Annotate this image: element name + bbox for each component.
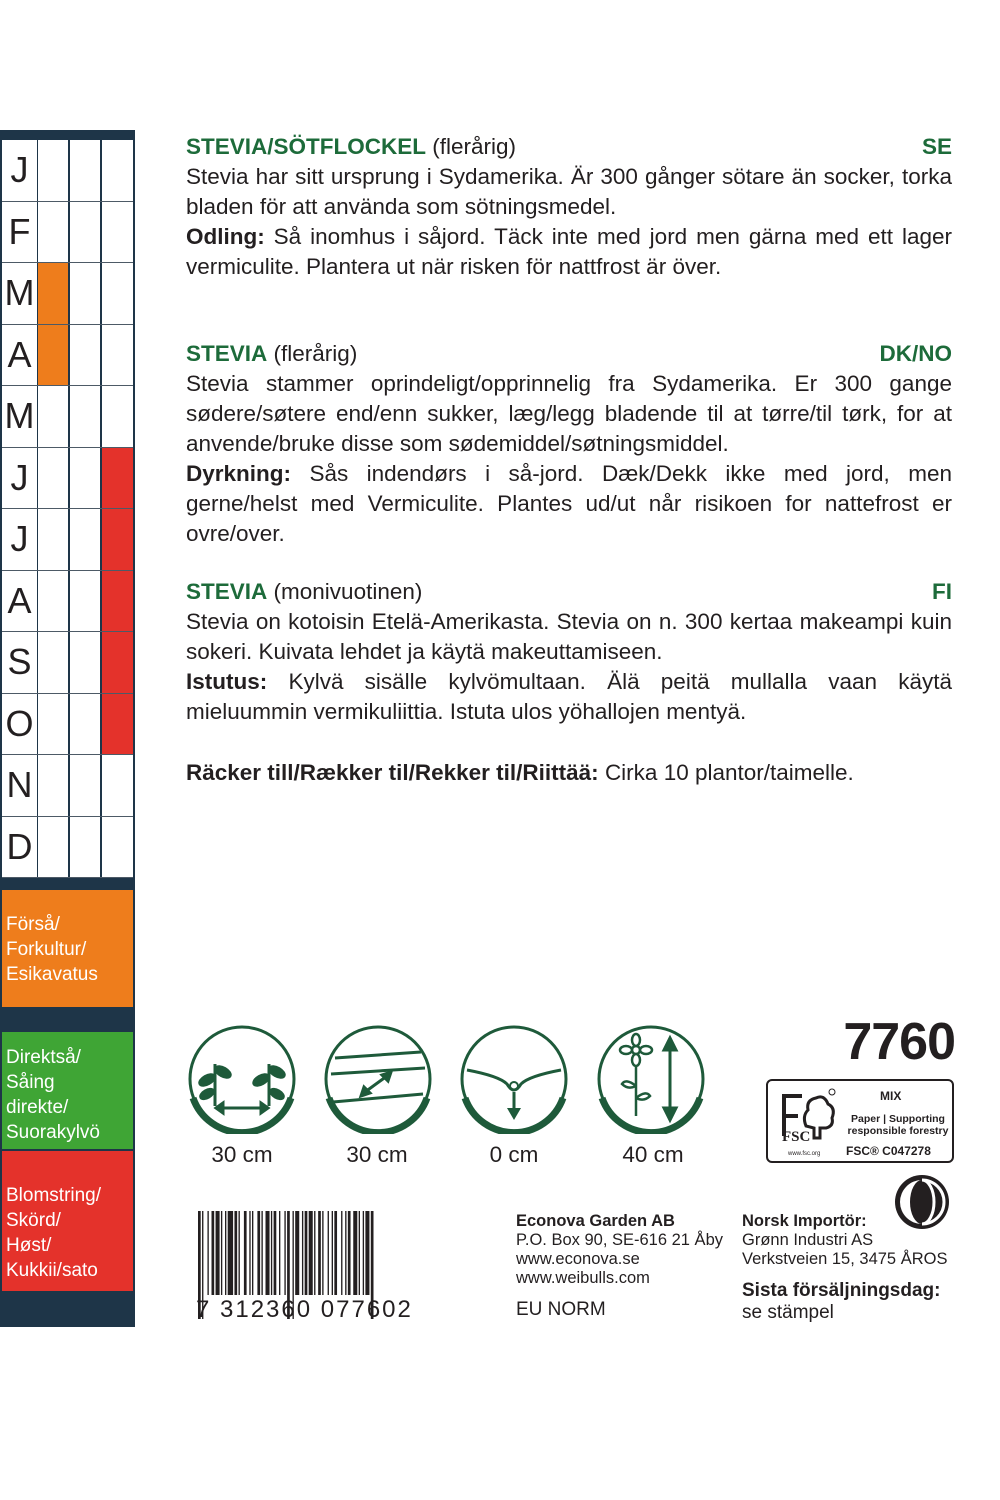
calendar-cell bbox=[70, 263, 100, 324]
section-heading bbox=[186, 339, 952, 369]
legend-direct-sow bbox=[2, 1032, 133, 1149]
cultivation bbox=[186, 667, 952, 727]
month-letter: S bbox=[2, 632, 37, 693]
month-letter: F bbox=[2, 202, 37, 263]
plant-type: (flerårig) bbox=[273, 341, 358, 366]
fsc-claim: Paper | Supporting responsible forestry bbox=[847, 1113, 949, 1137]
calendar-cell bbox=[70, 694, 100, 755]
calendar-cell bbox=[70, 632, 100, 693]
plant-type: (monivuotinen) bbox=[273, 579, 423, 604]
barcode-bar bbox=[348, 1211, 351, 1295]
importer-street: Verkstveien 15, 3475 ÅROS bbox=[742, 1250, 948, 1268]
section-heading bbox=[186, 577, 952, 607]
barcode-bar bbox=[207, 1211, 208, 1295]
company-postal: P.O. Box 90, SE-616 21 Åby bbox=[516, 1231, 723, 1249]
description: Stevia har sitt ursprung i Sydamerika. Är 300 gånger sötare än socker, torka bladen för att använda som sötningsmedel. bbox=[186, 164, 952, 219]
calendar-month-row bbox=[2, 817, 133, 879]
cultivation-label: Istutus: bbox=[186, 669, 268, 694]
calendar-cell bbox=[38, 817, 68, 878]
section-heading bbox=[186, 132, 952, 162]
barcode-bar bbox=[216, 1211, 220, 1295]
barcode-bar bbox=[221, 1211, 222, 1295]
description: Stevia stammer oprindeligt/opprinnelig fra Sydamerika. Er 300 gange sødere/søtere end/enn sukker, læg/legg bladende til at tørre/til tørk, for at anvende/bruke disse som sødemiddel/søtningsmiddel. bbox=[186, 371, 952, 456]
calendar-cell bbox=[102, 140, 133, 201]
calendar-cell bbox=[38, 632, 68, 693]
language-code: SE bbox=[921, 134, 952, 159]
barcode-bar bbox=[322, 1211, 323, 1295]
calendar-cell bbox=[38, 448, 68, 509]
calendar-cell bbox=[102, 263, 133, 324]
yield-label: Räcker till/Rækker til/Rekker til/Riittää: bbox=[186, 760, 599, 785]
calendar-month-row bbox=[2, 140, 133, 202]
plant-name: STEVIA bbox=[186, 579, 268, 604]
calendar-cell bbox=[70, 448, 100, 509]
barcode-bar bbox=[332, 1211, 333, 1295]
calendar-cell bbox=[102, 202, 133, 263]
calendar-cell bbox=[38, 755, 68, 816]
section-finnish bbox=[186, 577, 952, 727]
fsc-url: www.fsc.org bbox=[788, 1151, 821, 1157]
calendar-cell bbox=[70, 509, 100, 570]
sow-indoor-cell bbox=[38, 325, 68, 386]
importer-title: Norsk Importör: bbox=[742, 1212, 867, 1230]
last-sale-date bbox=[742, 1280, 940, 1324]
barcode-bar bbox=[266, 1211, 270, 1295]
month-letter: M bbox=[2, 386, 37, 447]
barcode-bar bbox=[244, 1211, 247, 1295]
cultivation-text: Kylvä sisälle kylvömultaan. Älä peitä mullalla vaan käytä mieluummin vermikuliittia. Istuta ulos yöhallojen mentyä. bbox=[186, 669, 952, 724]
company-website: www.weibulls.com bbox=[516, 1269, 650, 1287]
spacing-label: 30 cm bbox=[211, 1142, 273, 1167]
flowering-cell bbox=[102, 448, 133, 509]
calendar-cell bbox=[102, 325, 133, 386]
month-letter: N bbox=[2, 755, 37, 816]
language-code: DK/NO bbox=[879, 341, 952, 366]
barcode-bar bbox=[305, 1211, 308, 1295]
barcode-bar bbox=[279, 1211, 280, 1295]
barcode-bar bbox=[365, 1211, 369, 1295]
legend-line: Blomstring/ bbox=[6, 1185, 102, 1206]
barcode-bar bbox=[225, 1211, 226, 1295]
legend-line: Skörd/ bbox=[6, 1210, 61, 1231]
calendar-cell bbox=[38, 509, 68, 570]
calendar-month-row bbox=[2, 632, 133, 694]
cultivation bbox=[186, 222, 952, 282]
height-label: 40 cm bbox=[622, 1142, 684, 1167]
importer-name: Grønn Industri AS bbox=[742, 1231, 874, 1249]
cultivation-label: Odling: bbox=[186, 224, 265, 249]
calendar-cell bbox=[38, 386, 68, 447]
company-website: www.econova.se bbox=[516, 1250, 640, 1268]
fsc-license-code: FSC® C047278 bbox=[846, 1144, 931, 1158]
barcode-bar bbox=[249, 1211, 250, 1295]
barcode-bar bbox=[228, 1211, 233, 1295]
barcode-bar bbox=[252, 1211, 253, 1295]
calendar-month-row bbox=[2, 263, 133, 325]
barcode-bar bbox=[363, 1211, 364, 1295]
barcode-bar bbox=[257, 1211, 260, 1295]
plant-height-icon bbox=[596, 1024, 706, 1134]
legend-line: Forkultur/ bbox=[6, 939, 87, 960]
barcode-bar bbox=[314, 1211, 315, 1295]
last-sale-label: Sista försäljningsdag: bbox=[742, 1280, 941, 1301]
month-letter: A bbox=[2, 571, 37, 632]
flowering-cell bbox=[102, 694, 133, 755]
calendar-cell bbox=[70, 386, 100, 447]
barcode-bar bbox=[309, 1211, 313, 1295]
plant-name: STEVIA bbox=[186, 341, 268, 366]
calendar-month-row bbox=[2, 509, 133, 571]
legend-line: Suorakylvö bbox=[6, 1122, 100, 1143]
fsc-label bbox=[766, 1079, 954, 1163]
legend-line: Kukkii/sato bbox=[6, 1260, 98, 1281]
month-letter: J bbox=[2, 140, 37, 201]
sow-indoor-cell bbox=[38, 263, 68, 324]
barcode-bar bbox=[328, 1211, 329, 1295]
green-dot-recycle-icon bbox=[894, 1174, 950, 1230]
barcode-bar bbox=[239, 1211, 240, 1295]
month-calendar bbox=[2, 140, 133, 878]
barcode-bar bbox=[234, 1211, 237, 1295]
barcode-bar bbox=[284, 1211, 285, 1295]
company-address bbox=[516, 1212, 723, 1288]
legend-flowering-harvest bbox=[2, 1151, 133, 1291]
barcode-bar bbox=[302, 1211, 303, 1295]
barcode-bar bbox=[353, 1211, 357, 1295]
calendar-month-row bbox=[2, 448, 133, 510]
calendar-cell bbox=[70, 571, 100, 632]
calendar-strip bbox=[0, 130, 135, 1327]
company-name: Econova Garden AB bbox=[516, 1212, 675, 1230]
legend-line: Såing bbox=[6, 1072, 55, 1093]
section-danish-norwegian bbox=[186, 339, 952, 549]
flowering-cell bbox=[102, 509, 133, 570]
cultivation-text: Så inomhus i såjord. Täck inte med jord men gärna med ett lager vermiculite. Plantera ut när risken för nattfrost är över. bbox=[186, 224, 952, 279]
cultivation-text: Sås indendørs i så-jord. Dæk/Dekk ikke med jord, men gerne/helst med Vermiculite. Plantes ud/ut når risikoen for nattefrost er ovre/over. bbox=[186, 461, 952, 546]
plant-name: STEVIA/SÖTFLOCKEL bbox=[186, 134, 427, 159]
calendar-cell bbox=[38, 140, 68, 201]
calendar-cell bbox=[70, 755, 100, 816]
calendar-month-row bbox=[2, 202, 133, 264]
month-letter: A bbox=[2, 325, 37, 386]
month-letter: O bbox=[2, 694, 37, 755]
language-code: FI bbox=[932, 579, 952, 604]
legend-line: Direktså/ bbox=[6, 1047, 81, 1068]
barcode-bar bbox=[334, 1211, 337, 1295]
barcode-bar bbox=[359, 1211, 360, 1295]
row-spacing-label: 30 cm bbox=[346, 1142, 408, 1167]
calendar-cell bbox=[70, 140, 100, 201]
calendar-cell bbox=[102, 755, 133, 816]
calendar-month-row bbox=[2, 386, 133, 448]
plant-spacing-icon bbox=[187, 1024, 297, 1134]
barcode-bar bbox=[345, 1211, 346, 1295]
last-sale-value: se stämpel bbox=[742, 1302, 834, 1323]
barcode-bar bbox=[318, 1211, 321, 1295]
calendar-cell bbox=[70, 817, 100, 878]
eu-norm: EU NORM bbox=[516, 1299, 606, 1320]
flowering-cell bbox=[102, 632, 133, 693]
calendar-month-row bbox=[2, 325, 133, 387]
plant-type: (flerårig) bbox=[432, 134, 517, 159]
month-letter: J bbox=[2, 448, 37, 509]
row-spacing-icon bbox=[323, 1024, 433, 1134]
calendar-month-row bbox=[2, 694, 133, 756]
barcode-bar bbox=[295, 1211, 299, 1295]
fsc-logo-text: FSC bbox=[782, 1129, 811, 1145]
sowing-depth-icon bbox=[459, 1024, 569, 1134]
month-letter: J bbox=[2, 509, 37, 570]
section-swedish bbox=[186, 132, 952, 282]
cultivation-label: Dyrkning: bbox=[186, 461, 292, 486]
calendar-cell bbox=[38, 694, 68, 755]
barcode-bar bbox=[341, 1211, 342, 1295]
month-letter: D bbox=[2, 817, 37, 878]
legend-line: Høst/ bbox=[6, 1235, 52, 1256]
legend-line: Förså/ bbox=[6, 914, 60, 935]
barcode-bar bbox=[274, 1211, 277, 1295]
cultivation bbox=[186, 459, 952, 549]
barcode-bar bbox=[271, 1211, 272, 1295]
yield-line bbox=[186, 758, 952, 788]
calendar-cell bbox=[102, 386, 133, 447]
description: Stevia on kotoisin Etelä-Amerikasta. Stevia on n. 300 kertaa makeampi kuin sokeri. Kuivata lehdet ja käytä makeuttamiseen. bbox=[186, 609, 952, 664]
calendar-cell bbox=[38, 202, 68, 263]
barcode-bar bbox=[212, 1211, 215, 1295]
legend-sow-indoor bbox=[2, 890, 133, 1007]
legend-line: direkte/ bbox=[6, 1097, 69, 1118]
barcode-digits: 7 312360 077602 bbox=[196, 1296, 413, 1323]
yield-value: Cirka 10 plantor/taimelle. bbox=[604, 760, 854, 785]
calendar-cell bbox=[38, 571, 68, 632]
calendar-cell bbox=[70, 325, 100, 386]
month-letter: M bbox=[2, 263, 37, 324]
depth-label: 0 cm bbox=[489, 1142, 539, 1167]
calendar-cell bbox=[70, 202, 100, 263]
calendar-month-row bbox=[2, 755, 133, 817]
calendar-cell bbox=[102, 817, 133, 878]
fsc-mix: MIX bbox=[880, 1089, 902, 1103]
flowering-cell bbox=[102, 571, 133, 632]
legend-line: Esikavatus bbox=[6, 964, 98, 985]
article-number: 7760 bbox=[843, 1013, 955, 1071]
calendar-month-row bbox=[2, 571, 133, 633]
barcode-bar bbox=[261, 1211, 262, 1295]
